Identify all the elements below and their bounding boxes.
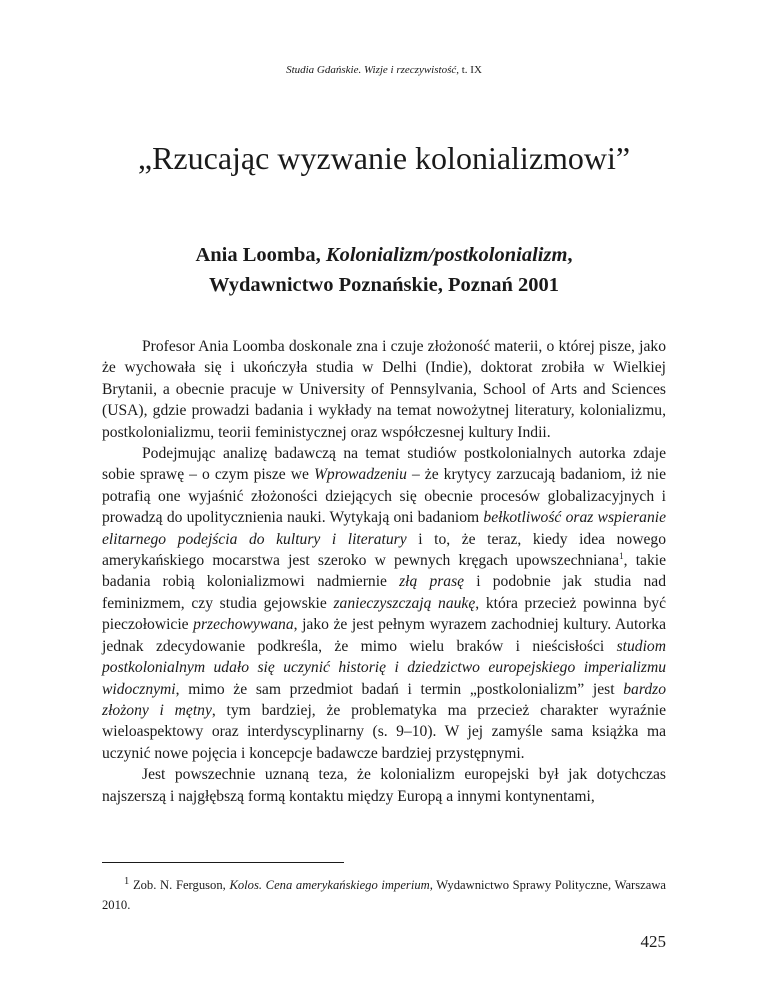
article-title: „Rzucając wyzwanie kolonializmowi” (137, 140, 631, 176)
book-title: Kolonializm/postkolonializm (325, 244, 568, 266)
footnote-divider (102, 862, 344, 863)
text-run: Podejmując analizę badawczą na temat studiów postkolonialnych autorka zdaje sobie sprawę – o czym pisze we (102, 445, 666, 484)
footnote-text (102, 872, 666, 915)
running-header (0, 64, 768, 76)
text-run: i podobnie jak studia nad feminizmem, czy studia gejowskie (102, 573, 666, 612)
footnote-1 (102, 872, 666, 915)
italic-run: bełkotliwość oraz wspieranie elitarnego podejścia do kultury i literatury (102, 509, 666, 548)
article-body (102, 336, 666, 807)
book-reference (0, 240, 768, 300)
paragraph-1: Profesor Ania Loomba doskonale zna i czuje złożoność materii, o której pisze, jako że wychowała się i ukończyła studia w Delhi (Indie), doktorat zrobiła w Wielkiej Brytanii, a obecnie pracuje w University of Pennsylvania, School of Arts and Sciences (USA), gdzie prowadzi badania i wykłady na temat nowożytnej literatury, kolonializmu, postkolonializmu, teorii feministycznej oraz współczesnej kultury Indii. (102, 338, 666, 441)
running-title: Studia Gdańskie. Wizje i rzeczywistość (286, 64, 457, 76)
book-publisher: Wydawnictwo Poznańskie, Poznań 2001 (208, 274, 560, 296)
italic-run: złą prasę (399, 573, 465, 591)
book-author: Ania Loomba, (195, 244, 326, 266)
text-run: – że krytycy zarzucają badaniom, iż nie potrafią one wyjaśnić złożoności dziejących się obecnie procesów globalizacyjnych i prowadzą do upolitycznienia nauki. Wytykają oni badaniom (102, 466, 667, 527)
text-run: , tym bardziej, że problematyka ma przecież charakter wyraźnie wieloaspektowy oraz interdyscyplinarny (s. 9–10). W jej zamyśle sama książka ma uczynić nowe pojęcia i koncepcje badawcze bardziej przystępnymi. (102, 701, 666, 762)
page-number: 425 (640, 932, 666, 951)
text-run: , mimo że sam przedmiot badań i termin „postkolonializm” jest (175, 680, 624, 698)
italic-run: bardzo złożony i mętny (102, 680, 666, 719)
paragraph-2 (102, 443, 666, 764)
italic-run: zanieczyszczają naukę (333, 594, 476, 612)
footnote-number: 1 (124, 876, 130, 887)
text-run: i to, że teraz, kiedy idea nowego amerykańskiego mocarstwa jest szeroko w pewnych kręgach upowszechniana (102, 530, 666, 570)
footnote-ref[interactable]: 1 (619, 551, 624, 562)
book-reference-line-1 (0, 240, 768, 270)
text-run: , takie badania robią kolonializmowi nadmiernie (102, 552, 666, 591)
italic-run: Kolos. Cena amerykańskiego imperium, (229, 878, 433, 893)
italic-run: przechowywana (193, 616, 294, 634)
italic-run: studiom postkolonialnym udało się uczynić historię i dziedzictwo europejskiego imperializmu widocznymi (102, 637, 666, 698)
italic-run: Wprowadzeniu (313, 466, 407, 484)
text-run: Zob. N. Ferguson, (132, 878, 230, 893)
text-run: Wydawnictwo Sprawy Polityczne, Warszawa 2010. (102, 878, 667, 913)
paragraph-3: Jest powszechnie uznaną teza, że kolonializm europejski był jak dotychczas najszerszą i najgłębszą formą kontaktu między Europą a innymi kontynentami, (102, 766, 666, 805)
punctuation: , (567, 244, 573, 266)
text-run: , która przecież powinna być pieczołowicie (102, 594, 666, 634)
text-run: , jako że jest pełnym wyrazem zachodniej kultury. Autorka jednak zdecydowanie podkreśla, że mimo wielu braków i nieścisłości (102, 616, 666, 655)
volume-number: , t. IX (456, 64, 482, 76)
